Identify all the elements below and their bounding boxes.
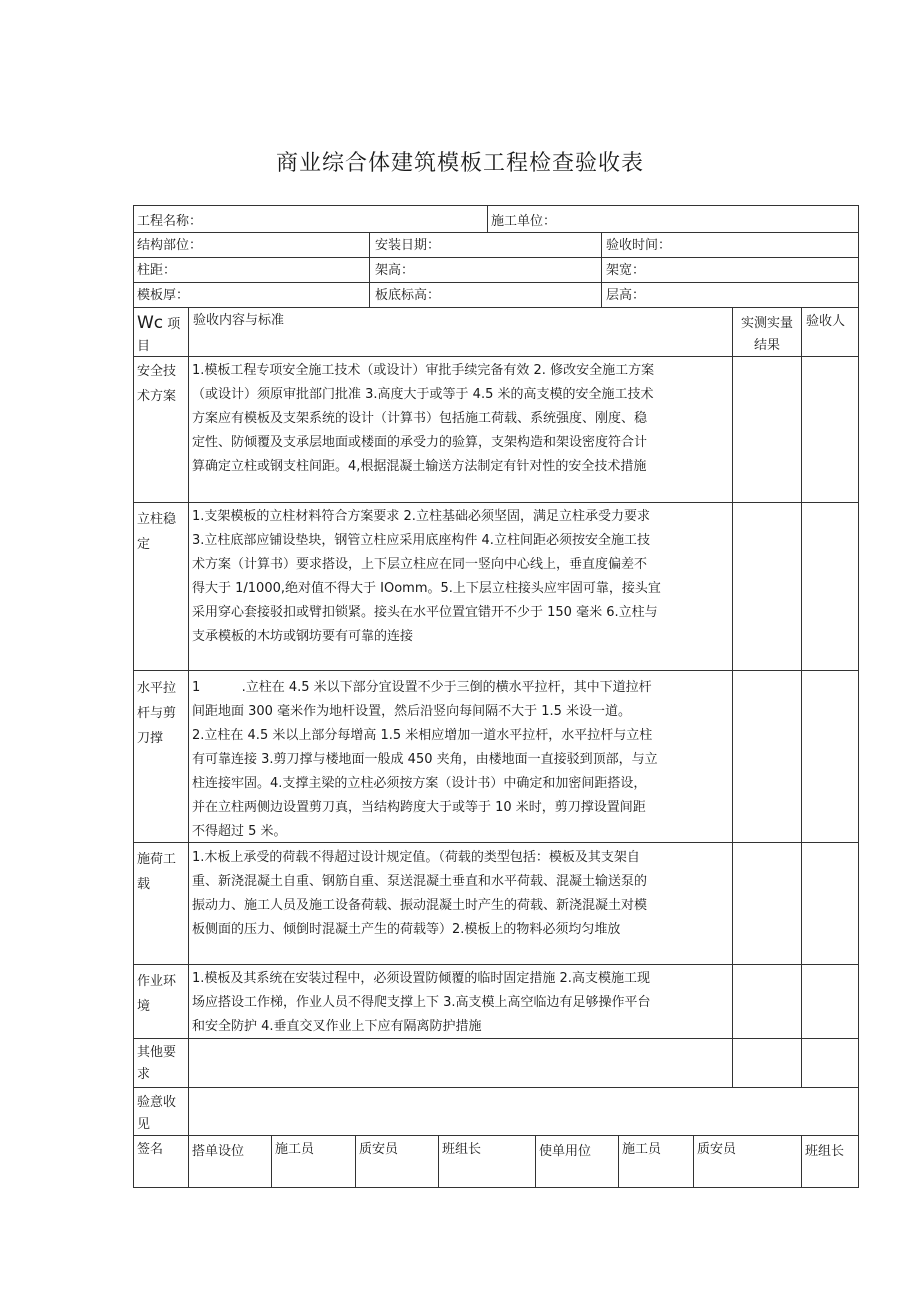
sign-team-leader-2[interactable]: 班组长: [805, 1144, 845, 1159]
row-label-column-stability: 立柱稳定: [137, 512, 177, 552]
row-content-environment: [188, 967, 734, 1039]
row-label-load: 施荷工载: [137, 852, 177, 892]
row-content-safety-plan: [188, 359, 734, 479]
content-line: 1.模板工程专项安全施工技术（或设计）审批手续完备有效 2. 修改安全施工方案: [192, 363, 655, 378]
page-title: 商业综合体建筑模板工程检查验收表: [275, 151, 644, 176]
content-line: 3.立柱底部应铺设垫块，钢管立柱应采用底座构件 4.立柱间距必须按安全施工技: [192, 533, 650, 548]
frame-height-field[interactable]: 架高：: [375, 263, 415, 278]
install-date-field[interactable]: 安装日期：: [375, 238, 441, 253]
row-divider: [133, 282, 859, 283]
content-line: 不得超过 5 米。: [192, 824, 287, 839]
sign-user-unit[interactable]: 使单用位: [539, 1144, 592, 1159]
content-line: 重、新浇混凝土自重、钢筋自重、泵送混凝土垂直和水平荷载、混凝土输送泵的: [192, 874, 648, 889]
col-divider: [801, 307, 802, 1087]
sign-safety-officer-1[interactable]: 质安员: [359, 1142, 399, 1157]
column-spacing-field[interactable]: 柱距：: [137, 263, 177, 278]
content-line: 定性、防倾覆及支承层地面或楼面的承受力的验算，支架构造和架设密度符合计: [192, 435, 648, 450]
row-divider: [133, 964, 859, 965]
content-line: 和安全防护 4.垂直交叉作业上下应有隔离防护措施: [192, 1019, 482, 1034]
accept-time-field[interactable]: 验收时间：: [606, 238, 672, 253]
content-line: 1.模板及其系统在安装过程中，必须设置防倾覆的临时固定措施 2.高支模施工现: [192, 971, 650, 986]
row-content-bracing: [188, 676, 734, 844]
content-line: 术方案（计算书）要求搭设，上下层立柱应在同一竖向中心线上，垂直度偏差不: [192, 557, 648, 572]
frame-width-field[interactable]: 架宽：: [606, 263, 646, 278]
measured-header-line2: 结果: [753, 338, 780, 353]
sign-safety-officer-2[interactable]: 质安员: [697, 1142, 737, 1157]
row-divider: [133, 232, 859, 233]
row-label-other: 其他要求: [137, 1045, 177, 1082]
measured-header-line1: 实测实量: [740, 316, 793, 331]
content-line: 间距地面 300 毫米作为地杆设置，然后沿竖向每间隔不大于 1.5 米设一道。: [192, 704, 632, 719]
row-content-column-stability: [188, 505, 734, 649]
sign-team-leader-1[interactable]: 班组长: [442, 1142, 482, 1157]
sign-builder-2[interactable]: 施工员: [622, 1142, 662, 1157]
row-label-bracing: 水平拉杆与剪刀撑: [137, 681, 177, 746]
sign-builder-1[interactable]: 施工员: [275, 1142, 315, 1157]
content-line: 得大于 1/1000,绝对值不得大于 IOomm。5.上下层立柱接头应牢固可靠，接头宜: [192, 581, 661, 596]
item-header-prefix: Wc: [137, 313, 164, 333]
col-divider: [601, 232, 602, 307]
content-line: 2.立柱在 4.5 米以上部分每增高 1.5 米相应增加一道水平拉杆，水平拉杆与立柱: [192, 728, 653, 743]
col-divider: [369, 232, 370, 307]
content-line: 1.木板上承受的荷载不得超过设计规定值。（荷载的类型包括：模板及其支架自: [192, 850, 640, 865]
soffit-elevation-field[interactable]: 板底标高：: [375, 288, 441, 303]
sign-erection-unit[interactable]: 搭单设位: [192, 1144, 245, 1159]
content-line: 振动力、施工人员及施工设备荷载、振动混凝土时产生的荷载、新浇混凝土对模: [192, 898, 648, 913]
row-divider: [133, 307, 859, 308]
measured-header: [733, 311, 801, 359]
row-label-safety-plan: 安全技术方案: [137, 364, 177, 404]
content-line: 支承模板的木坊或钢坊要有可靠的连接: [192, 629, 414, 644]
row-content-load: [188, 846, 734, 942]
project-name-field[interactable]: 工程名称：: [137, 214, 203, 229]
content-line: 算确定立柱或钢支柱间距。4,根据混凝土输送方法制定有针对性的安全技术措施: [192, 459, 647, 474]
row-divider: [133, 1087, 859, 1088]
row-divider: [133, 502, 859, 503]
content-line: 板侧面的压力、倾倒时混凝土产生的荷载等）2.模板上的物料必须均匀堆放: [192, 922, 621, 937]
formwork-thickness-field[interactable]: 模板厚：: [137, 288, 190, 303]
content-line: 有可靠连接 3.剪刀撑与楼地面一般成 450 夹角，由楼地面一直接驳到顶部，与立: [192, 752, 658, 767]
opinion-label: 验意收见: [137, 1095, 177, 1132]
content-line: （或设计）须原审批部门批准 3.高度大于或等于 4.5 米的高支模的安全施工技术: [192, 387, 654, 402]
row-divider: [133, 1135, 859, 1136]
sign-label: 签名: [137, 1142, 164, 1157]
content-line: 柱连接牢固。4.支撑主梁的立柱必须按方案（设计书）中确定和加密间距搭设，: [192, 776, 647, 791]
content-line: 1 .立柱在 4.5 米以下部分宜设置不少于三倒的横水平拉杆，其中下道拉杆: [192, 680, 652, 695]
content-line: 场应搭设工作梯，作业人员不得爬支撑上下 3.高支模上高空临边有足够操作平台: [192, 995, 651, 1010]
item-header-line2: 目: [137, 339, 151, 354]
builder-field[interactable]: 施工单位：: [491, 214, 557, 229]
content-header: 验收内容与标准: [193, 313, 285, 328]
structure-part-field[interactable]: 结构部位：: [137, 238, 203, 253]
item-header: [134, 310, 183, 360]
content-line: 1.支架模板的立柱材料符合方案要求 2.立柱基础必须坚固，满足立柱承受力要求: [192, 509, 650, 524]
floor-height-field[interactable]: 层高：: [606, 288, 646, 303]
content-line: 并在立柱两侧边设置剪刀真，当结构跨度大于或等于 10 米时，剪刀撑设置间距: [192, 800, 646, 815]
row-divider: [133, 670, 859, 671]
row-divider: [133, 257, 859, 258]
content-line: 方案应有模板及支架系统的设计（计算书）包括施工荷载、系统强度、刚度、稳: [192, 411, 648, 426]
item-header-suffix: 项: [167, 317, 181, 332]
content-line: 采用穿心套接驳扣或臂扣锁紧。接头在水平位置宜错开不少于 150 毫米 6.立柱与: [192, 605, 658, 620]
inspector-header: 验收人: [806, 314, 846, 329]
row-label-environment: 作业环境: [137, 974, 177, 1014]
